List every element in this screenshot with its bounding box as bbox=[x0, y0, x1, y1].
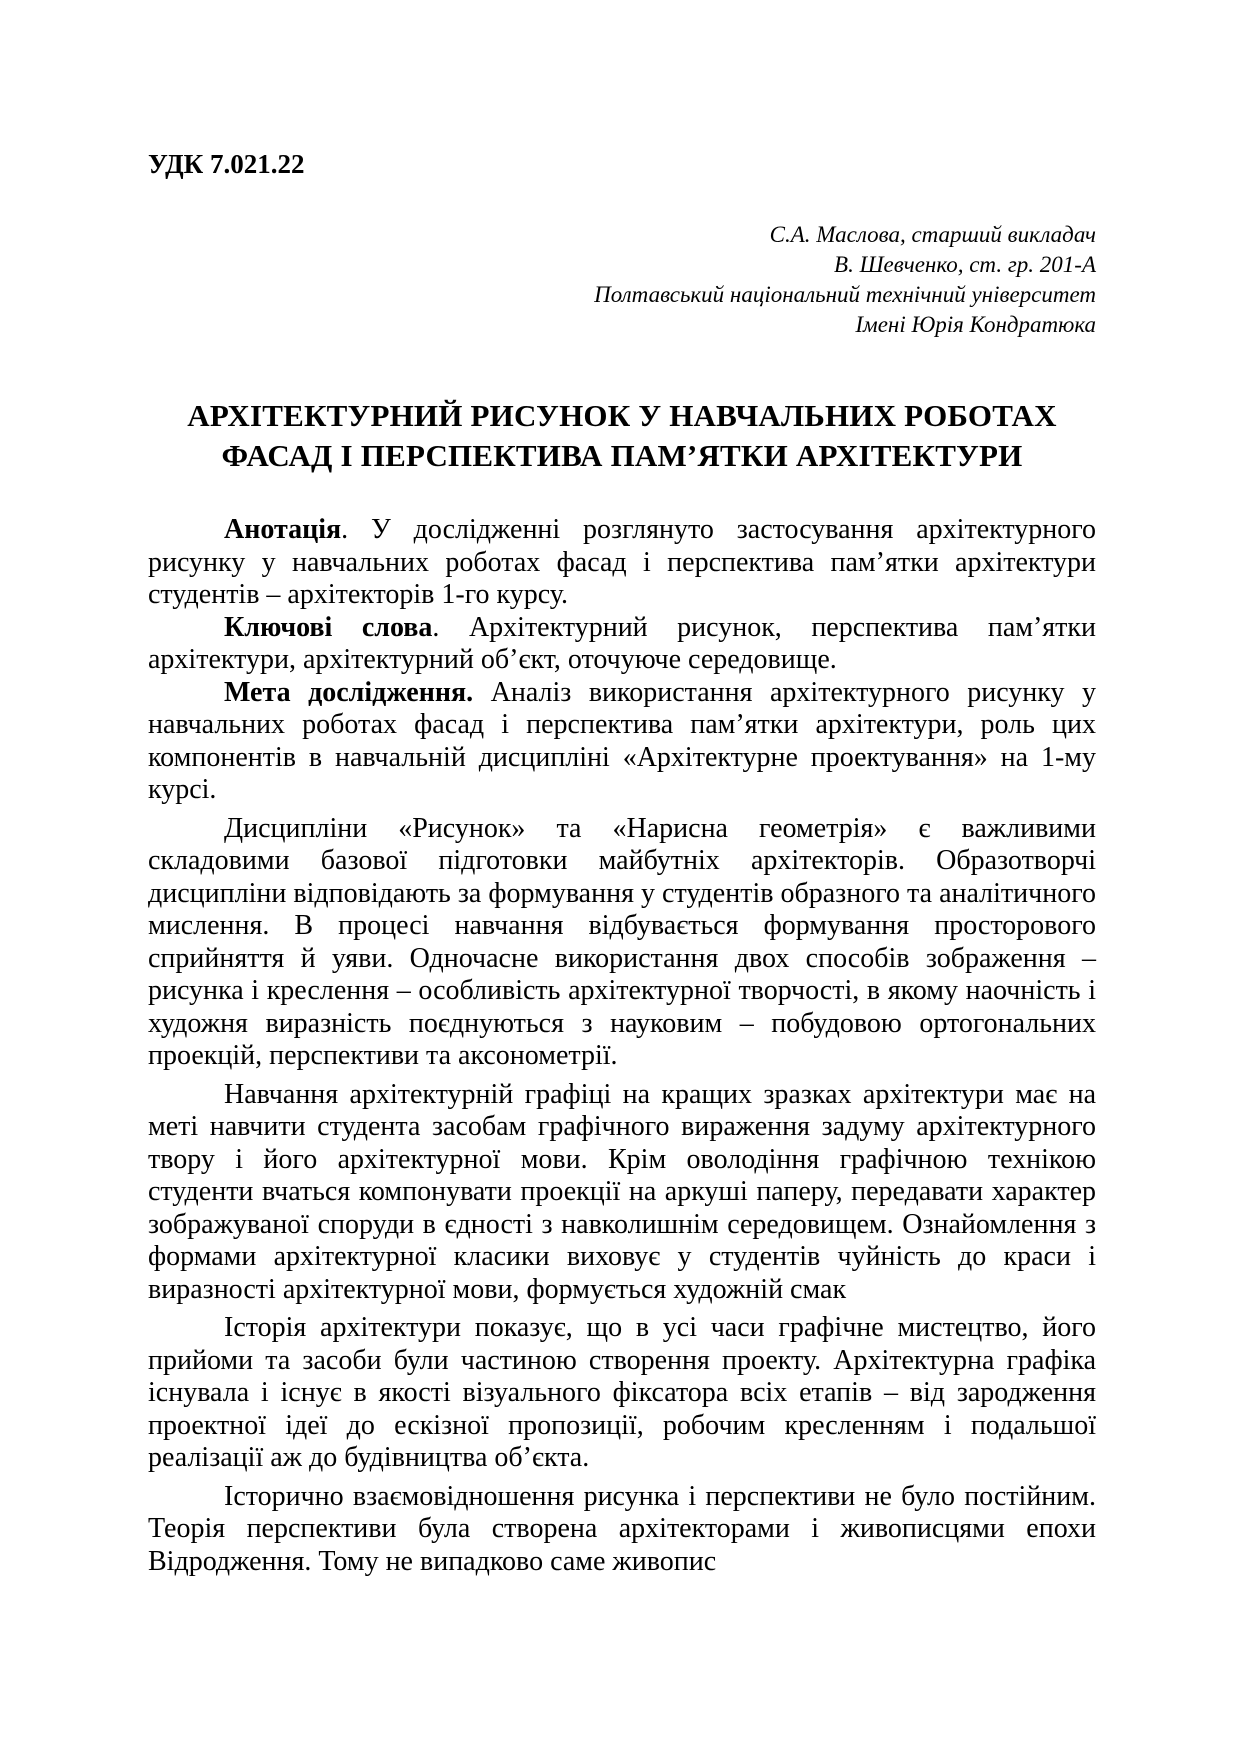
goal-label: Мета дослідження. bbox=[224, 676, 474, 708]
body-paragraph: Навчання архітектурній графіці на кращих зразках архітектури має на меті навчити студента засобам графічного вираження задуму архітектурного твору і його архітектурної мови. Крім оволодіння графічною технікою студенти вчаться компонувати проекції на аркуші паперу, передавати характер зображуваної споруди в єдності з навколишнім середовищем. Ознайомлення з формами архітектурної класики виховує у студентів чуйність до краси і виразності архітектурної мови, формується художній смак bbox=[148, 1078, 1096, 1305]
author-line: В. Шевченко, ст. гр. 201-А bbox=[834, 252, 1096, 277]
body-paragraph: Дисципліни «Рисунок» та «Нарисна геометрія» є важливими складовими базової підготовки майбутніх архітекторів. Образотворчі дисципліни відповідають за формування у студентів образного та аналітичного мислення. В процесі навчання відбувається формування просторового сприйняття й уяви. Одночасне використання двох способів зображення – рисунка і креслення – особливість архітектурної творчості, в якому наочність і художня виразність поєднуються з науковим – побудовою ортогональних проекцій, перспективи та аксонометрії. bbox=[148, 812, 1096, 1071]
abstract-text: . У дослідженні розглянуто застосування архітектурного рисунку у навчальних роботах фасад і перспектива пам’ятки архітектури студентів – архітекторів 1-го курсу. bbox=[148, 514, 1096, 610]
body-paragraph: Історично взаємовідношення рисунка і перспективи не було постійним. Теорія перспективи була створена архітекторами і живописцями епохи Відродження. Тому не випадково саме живопис bbox=[148, 1480, 1096, 1577]
title-line: ФАСАД І ПЕРСПЕКТИВА ПАМ’ЯТКИ АРХІТЕКТУРИ bbox=[221, 438, 1023, 473]
author-line: С.А. Маслова, старший викладач bbox=[769, 222, 1096, 247]
author-block bbox=[148, 220, 1096, 340]
paper-body bbox=[148, 514, 1096, 1578]
keywords-paragraph bbox=[148, 612, 1096, 677]
document-page bbox=[148, 148, 1096, 1578]
goal-paragraph bbox=[148, 677, 1096, 807]
goal-text: Аналіз використання архітектурного рисунку у навчальних роботах фасад і перспектива пам’ятки архітектури, роль цих компонентів в навчальній дисципліні «Архітектурне проектування» на 1-му курсі. bbox=[148, 676, 1096, 805]
paper-title bbox=[148, 396, 1096, 476]
udk-code: УДК 7.021.22 bbox=[148, 149, 305, 179]
affiliation-line: Імені Юрія Кондратюка bbox=[855, 312, 1096, 337]
title-line: АРХІТЕКТУРНИЙ РИСУНОК У НАВЧАЛЬНИХ РОБОТАХ bbox=[187, 398, 1057, 433]
affiliation-line: Полтавський національний технічний університет bbox=[594, 282, 1096, 307]
keywords-label: Ключові слова bbox=[224, 611, 433, 643]
abstract-label: Анотація bbox=[224, 514, 342, 545]
abstract-paragraph bbox=[148, 514, 1096, 612]
keywords-text: . Архітектурний рисунок, перспектива пам’ятки архітектури, архітектурний об’єкт, оточуюче середовище. bbox=[148, 611, 1096, 675]
body-paragraph: Історія архітектури показує, що в усі часи графічне мистецтво, його прийоми та засоби були частиною створення проекту. Архітектурна графіка існувала і існує в якості візуального фіксатора всіх етапів – від зародження проектної ідеї до ескізної пропозиції, робочим кресленням і подальшої реалізації аж до будівництва об’єкта. bbox=[148, 1312, 1096, 1473]
